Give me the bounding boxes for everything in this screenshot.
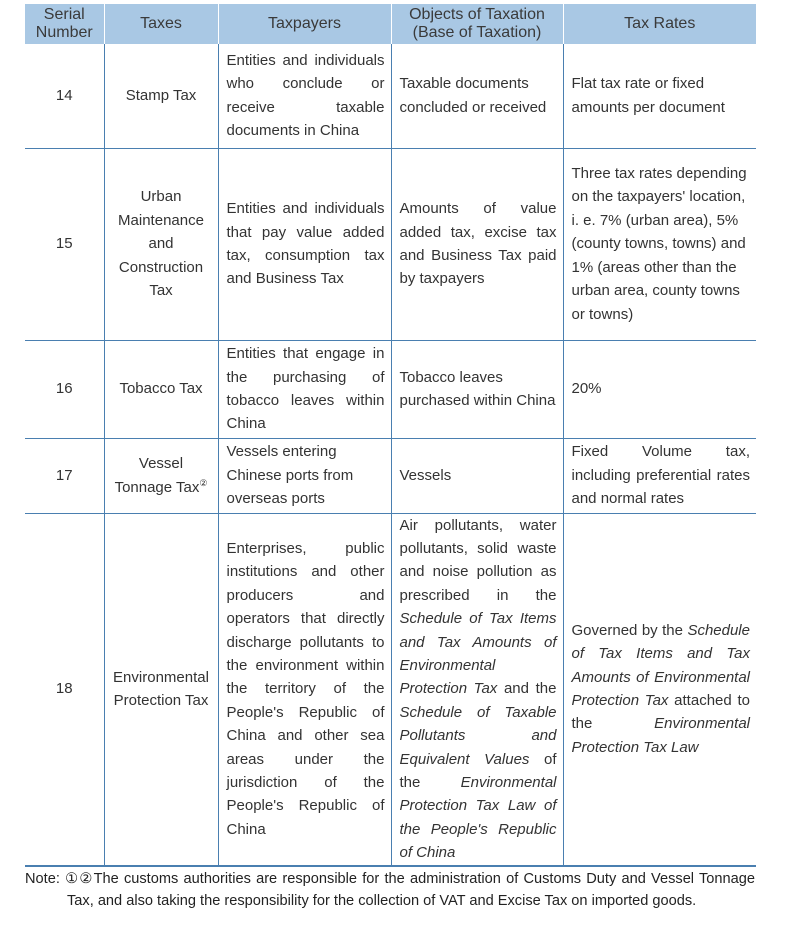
note-marks: ①② <box>65 871 94 887</box>
header-row <box>25 4 756 44</box>
taxpayers-cell: Entities and individuals that pay value added tax, consumption tax and Business Tax <box>218 148 391 340</box>
rates-cell: Flat tax rate or fixed amounts per document <box>563 44 756 148</box>
table-row <box>25 340 756 438</box>
objects-text: and the <box>497 680 557 698</box>
table-row <box>25 44 756 148</box>
rates-cell: Fixed Volume tax, including preferential rates and normal rates <box>563 438 756 513</box>
objects-text: Air pollutants, water pollutants, solid waste and noise pollution as prescribed in the <box>399 516 557 604</box>
objects-cell: Vessels <box>391 438 563 513</box>
tax-table <box>25 4 756 867</box>
rates-law-title: Environmental Protection Tax Law <box>571 715 750 756</box>
taxpayers-cell: Entities and individuals who conclude or receive taxable documents in China <box>218 44 391 148</box>
table-row <box>25 513 756 866</box>
serial-cell: 16 <box>25 340 104 438</box>
tax-name-text: Vessel Tonnage Tax <box>114 455 200 496</box>
header-objects-of-taxation: Objects of Taxation (Base of Taxation) <box>391 4 563 44</box>
header-taxes: Taxes <box>104 4 218 44</box>
objects-cell: Amounts of value added tax, excise tax and Business Tax paid by taxpayers <box>391 148 563 340</box>
serial-cell: 17 <box>25 438 104 513</box>
objects-cell: Taxable documents concluded or received <box>391 44 563 148</box>
rates-cell <box>563 513 756 866</box>
rates-cell: Three tax rates depending on the taxpayers' location, i. e. 7% (urban area), 5% (county towns, towns) and 1% (areas other than the urban area, county towns or towns) <box>563 148 756 340</box>
note-text: The customs authorities are responsible for the administration of Customs Duty and Vessel Tonnage Tax, and also taking the responsibility for the collection of VAT and Excise Tax on imported goods. <box>67 871 756 909</box>
tax-name-cell: Tobacco Tax <box>104 340 218 438</box>
tax-name-cell: Stamp Tax <box>104 44 218 148</box>
footnote <box>25 868 755 912</box>
objects-cell <box>391 513 563 866</box>
objects-text: of the <box>399 750 557 791</box>
objects-law-title: Environmental Protection Tax Law of the People's Republic of China <box>399 773 557 862</box>
taxpayers-cell: Entities that engage in the purchasing of tobacco leaves within China <box>218 340 391 438</box>
rates-text: Governed by the <box>571 621 688 639</box>
serial-cell: 15 <box>25 148 104 340</box>
objects-schedule-title: Schedule of Tax Items and Tax Amounts of Environmental Protection Tax <box>399 610 557 698</box>
tax-name-cell: Environmental Protection Tax <box>104 513 218 866</box>
taxpayers-cell: Enterprises, public institutions and other producers and operators that directly discharge pollutants to the environment within the territory of the People's Republic of China and other sea areas under the jurisdiction of the People's Republic of China <box>218 513 391 866</box>
serial-cell: 14 <box>25 44 104 148</box>
rates-text: attached to the <box>571 692 750 733</box>
tax-name-cell: Urban Maintenance and Construction Tax <box>104 148 218 340</box>
rates-cell: 20% <box>563 340 756 438</box>
serial-cell: 18 <box>25 513 104 866</box>
objects-cell: Tobacco leaves purchased within China <box>391 340 563 438</box>
objects-schedule-title: Schedule of Taxable Pollutants and Equivalent Values <box>399 703 557 768</box>
header-tax-rates: Tax Rates <box>563 4 756 44</box>
rates-schedule-title: Schedule of Tax Items and Tax Amounts of Environmental Protection Tax <box>571 621 750 710</box>
tax-name-cell <box>104 438 218 513</box>
header-serial-number: Serial Number <box>25 4 104 44</box>
header-taxpayers: Taxpayers <box>218 4 391 44</box>
footnote-mark: ② <box>199 477 208 488</box>
table-row <box>25 438 756 513</box>
taxpayers-cell: Vessels entering Chinese ports from overseas ports <box>218 438 391 513</box>
note-label: Note: <box>25 871 66 887</box>
table-row <box>25 148 756 340</box>
